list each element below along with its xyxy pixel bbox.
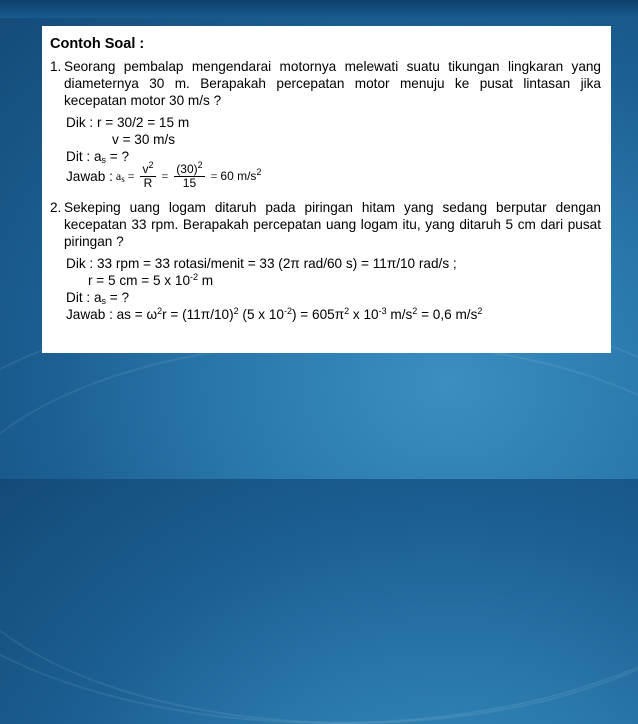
formula-lhs: $a_s$ [115,168,125,184]
asked: Dit : $a_s$ = ? [66,290,130,306]
answer-formula [66,159,601,190]
fraction-30sq-over-15: $\frac{(30)^2}{15}$ [176,159,203,190]
equals-sign: = [161,168,169,183]
slide-title: Contoh Soal : [50,36,145,52]
problem-text: Sekeping uang logam ditaruh pada piringan hitam yang sedang berputar dengan kecepatan 33 rpm. Berapakah percepatan uang logam itu, yang ditaruh 5 cm dari pusat piringan ? [64,200,601,249]
solution-2 [66,255,601,323]
problem-2 [50,199,601,250]
answer-line: Jawab : as = $\omega^2r = (11\pi/10)^2$ (5 x $10^{-2}) = 605\pi^2$ x $10^{-3}$ $m/s^2 = 0,6$ $m/s^2$ [66,306,483,322]
given-radius: r = 5 cm = 5 x $10^{-2}$ m [88,272,214,288]
equals-sign: = [127,168,135,183]
problem-1 [50,58,601,109]
fraction-v2-over-r: $\frac{v^2}{R}$ [142,159,154,190]
problem-text: Seorang pembalap mengendarai motornya melewati suatu tikungan lingkaran yang diameternya 30 m. Berapakah percepatan motor menuju ke pusat lintasan jika kecepatan motor 30 m/s ? [64,59,601,108]
given-radius: Dik : r = 30/2 = 15 m [66,115,190,130]
equals-sign: = [210,168,218,183]
top-decor-band [0,0,638,18]
given-angular-speed: Dik : 33 rpm = 33 rotasi/menit = 33 (2π rad/60 s) = 11π/10 rad/s ; [66,256,457,271]
given-velocity: v = 30 m/s [112,132,176,147]
solution-1 [66,114,601,190]
problem-number: 2. [50,200,62,215]
background-swoosh [0,340,638,724]
slide-content-card [42,26,611,353]
answer-label: Jawab : [66,168,113,184]
problem-number: 1. [50,59,62,74]
asked: Dit : $a_s$ = ? [66,149,130,165]
formula-result: 60 $m/s^2$ [220,166,262,183]
